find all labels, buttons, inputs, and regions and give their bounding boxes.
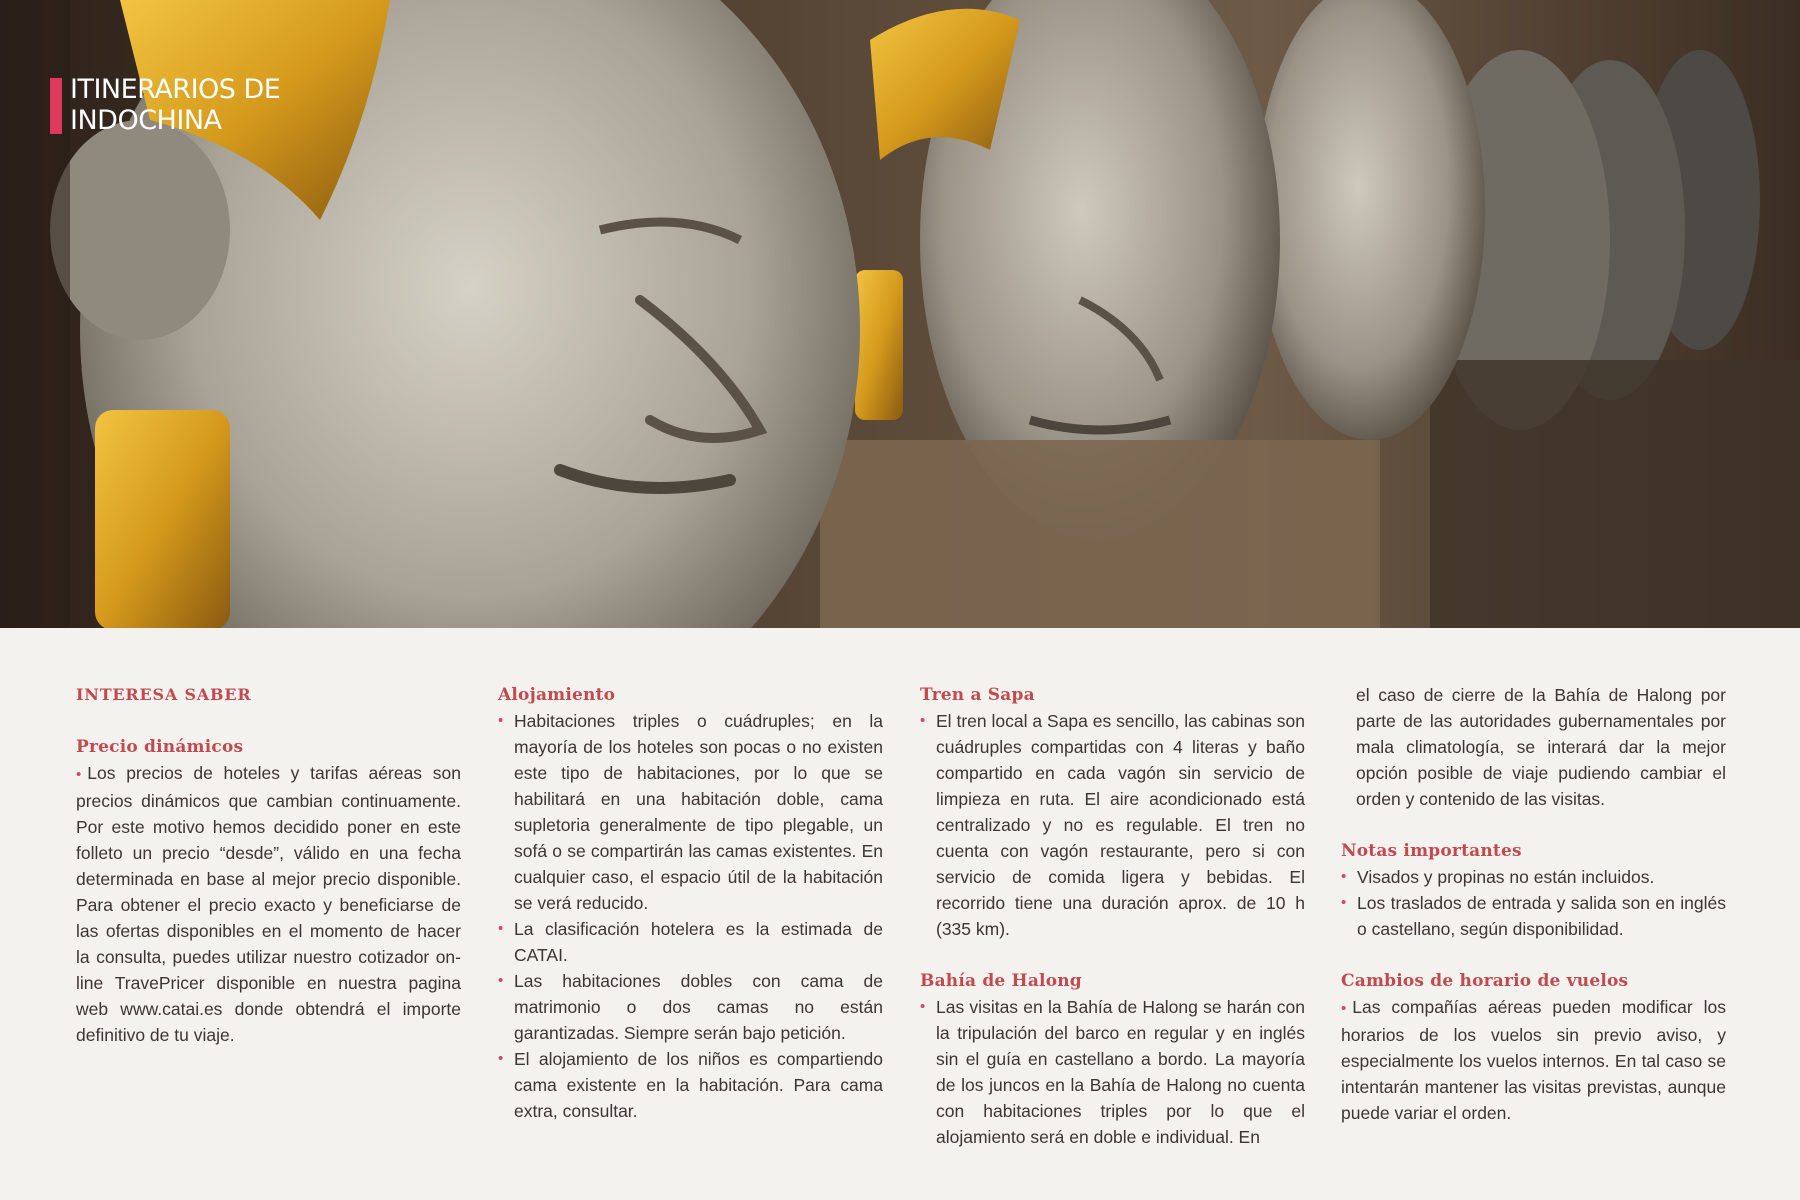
list-item: • El tren local a Sapa es sencillo, las cabinas son cuádruples compartidas con 4 literas y baño compartido en cada vagón sin servicio de limpieza en ruta. El aire acondicionado está centralizado y no es regulable. El tren no cuenta con vagón restaurante, pero si con servicio de comida ligera y bebidas. El recorrido tiene una duración aprox. de 10 h (335 km).: [920, 708, 1305, 942]
paragraph-text: Las compañías aéreas pueden modificar los horarios de los vuelos sin previo aviso, y especialmente los vuelos internos. En tal caso se intentarán mantener las visitas previstas, aunque puede variar el orden.: [1341, 997, 1726, 1123]
bullet-icon: •: [1341, 1000, 1347, 1017]
section-heading: INTERESA SABER: [76, 685, 252, 704]
paragraph: [76, 760, 461, 1048]
column-notas: [1341, 682, 1726, 1126]
list-item: • Las habitaciones dobles con cama de matrimonio o dos camas no están garantizadas. Siempre serán bajo petición.: [498, 968, 883, 1046]
list-item: • Las visitas en la Bahía de Halong se harán con la tripulación del barco en regular y en inglés sin el guía en castellano a bordo. La mayoría de los juncos en la Bahía de Halong no cuenta con habitaciones triples por lo que el alojamiento será en doble e individual. En: [920, 994, 1305, 1150]
section-heading: Alojamiento: [498, 685, 616, 705]
brand-accent-bar: [50, 78, 62, 134]
brand-header: [50, 74, 300, 136]
info-content: [0, 682, 1800, 1182]
list-item: • La clasificación hotelera es la estimada de CATAI.: [498, 916, 883, 968]
paragraph-text: Los precios de hoteles y tarifas aéreas son precios dinámicos que cambian continuamente. Por este motivo hemos decidido poner en este folleto un precio “desde”, válido en una fecha determinada en base al mejor precio disponible. Para obtener el precio exacto y beneficiarse de las ofertas disponibles en el momento de hacer la consulta, puedes utilizar nuestro cotizador on-line TravePricer disponible en nuestra pagina web www.catai.es donde obtendrá el importe definitivo de tu viaje.: [76, 763, 461, 1045]
list-item: • El alojamiento de los niños es compartiendo cama existente en la habitación. Para cama extra, consultar.: [498, 1046, 883, 1124]
list-item: • Habitaciones triples o cuádruples; en la mayoría de los hoteles son pocas o no existen este tipo de habitaciones, por lo que se habilitará en una habitación doble, cama supletoria generalmente de tipo plegable, un sofá o se compartirán las camas existentes. En cualquier caso, el espacio útil de la habitación se verá reducido.: [498, 708, 883, 916]
column-tren-bahia: [920, 682, 1305, 1150]
section-heading: Tren a Sapa: [920, 685, 1035, 705]
bullet-list: [920, 708, 1305, 942]
column-interesa-saber: [76, 682, 461, 1048]
brand-title: ITINERARIOS DE INDOCHINA: [70, 74, 281, 136]
continuation-paragraph: el caso de cierre de la Bahía de Halong por parte de las autoridades gubernamentales por mala climatología, se interará dar la mejor opción posible de viaje pudiendo cambiar el orden y contenido de las visitas.: [1356, 685, 1726, 809]
bullet-icon: •: [76, 766, 82, 783]
bullet-list: [498, 708, 883, 1124]
column-alojamiento: [498, 682, 883, 1124]
list-item: • Los traslados de entrada y salida son en inglés o castellano, según disponibilidad.: [1341, 890, 1726, 942]
section-heading: Cambios de horario de vuelos: [1341, 971, 1629, 991]
paragraph: [1341, 994, 1726, 1126]
section-subheading: Precio dinámicos: [76, 737, 244, 757]
bullet-list: [920, 994, 1305, 1150]
section-heading: Bahía de Halong: [920, 971, 1082, 991]
bullet-list: [1341, 864, 1726, 942]
list-item: • Visados y propinas no están incluidos.: [1341, 864, 1726, 890]
section-heading: Notas importantes: [1341, 841, 1522, 861]
